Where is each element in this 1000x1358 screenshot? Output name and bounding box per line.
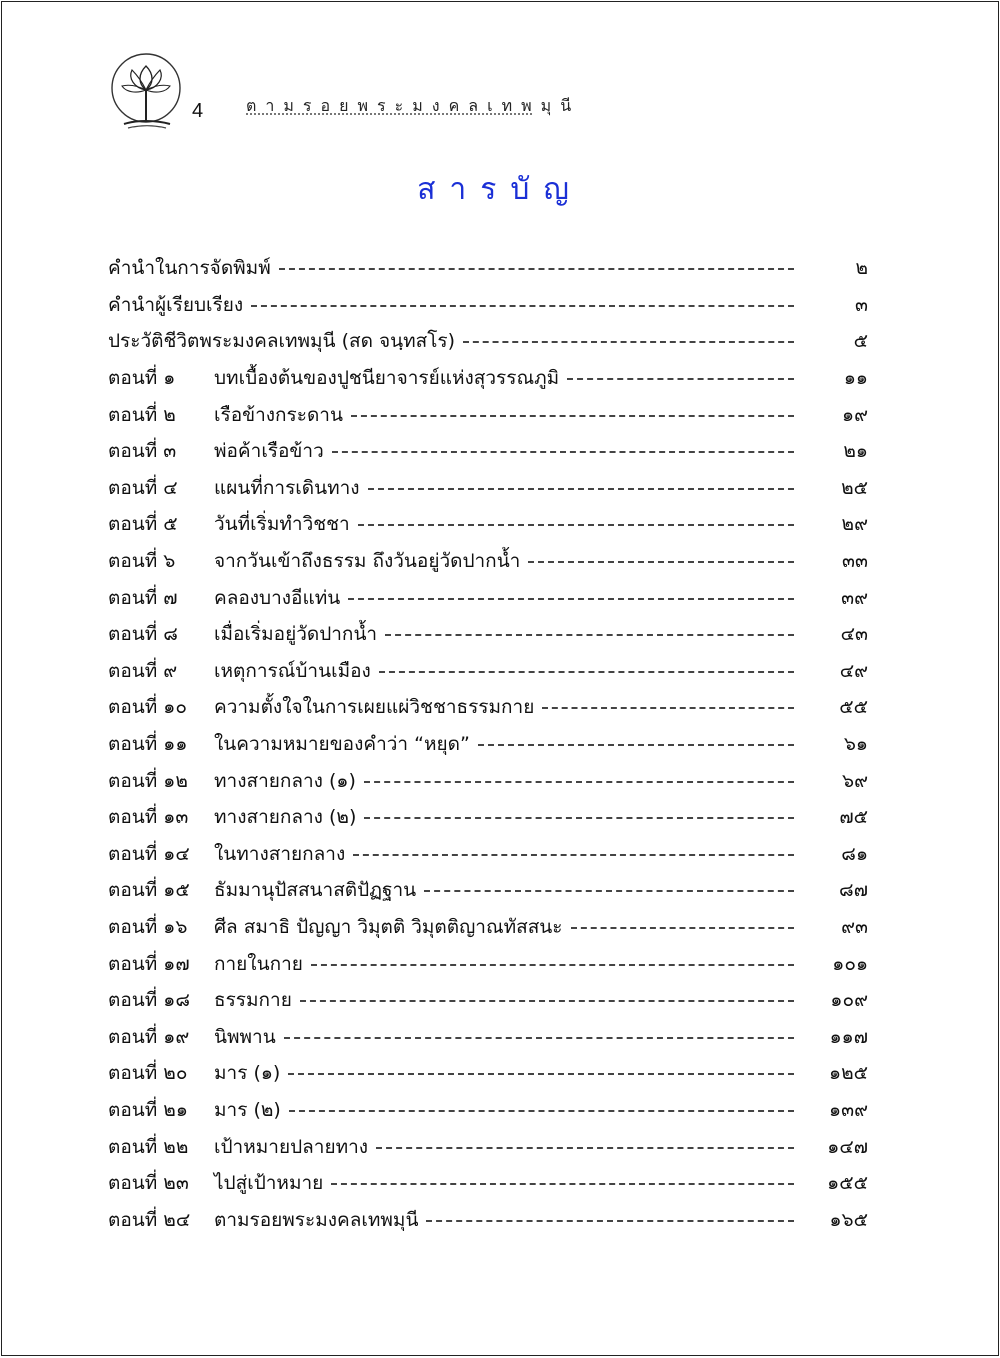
chapter-label: ตอนที่ ๒๒ bbox=[108, 1135, 189, 1158]
dotted-leader bbox=[542, 707, 794, 709]
toc-entry-chapter[interactable] bbox=[108, 872, 868, 909]
toc-entry-chapter[interactable] bbox=[108, 653, 868, 690]
chapter-title: คลองบางอีแท่น bbox=[214, 586, 341, 609]
dotted-leader bbox=[358, 524, 794, 526]
dotted-leader bbox=[528, 561, 794, 563]
toc-entry-chapter[interactable] bbox=[108, 689, 868, 726]
toc-entry-chapter[interactable] bbox=[108, 945, 868, 982]
chapter-label: ตอนที่ ๓ bbox=[108, 440, 177, 463]
chapter-label: ตอนที่ ๑๔ bbox=[108, 842, 190, 865]
chapter-page: ๕๕ bbox=[839, 696, 868, 719]
chapter-label: ตอนที่ ๑๑ bbox=[108, 733, 188, 756]
dotted-leader bbox=[300, 1000, 794, 1002]
toc-entry-chapter[interactable] bbox=[108, 543, 868, 580]
chapter-page: ๒๕ bbox=[841, 476, 868, 499]
chapter-page: ๒๑ bbox=[843, 440, 868, 463]
chapter-title: ในทางสายกลาง bbox=[214, 842, 346, 865]
running-title-underline bbox=[246, 113, 532, 115]
chapter-title: วันที่เริ่มทำวิชชา bbox=[214, 513, 350, 536]
chapter-page: ๓๓ bbox=[842, 550, 868, 573]
chapter-title: มาร (๒) bbox=[214, 1098, 281, 1121]
toc-entry-front-matter[interactable] bbox=[108, 323, 868, 360]
chapter-page: ๑๔๗ bbox=[827, 1135, 868, 1158]
toc-entry-page: ๕ bbox=[853, 330, 868, 353]
chapter-page: ๑๖๕ bbox=[829, 1208, 868, 1231]
chapter-title: ทางสายกลาง (๑) bbox=[214, 769, 356, 792]
toc-entry-chapter[interactable] bbox=[108, 360, 868, 397]
chapter-title: ทางสายกลาง (๒) bbox=[214, 806, 357, 829]
dotted-leader bbox=[376, 1147, 794, 1149]
chapter-page: ๑๐๙ bbox=[830, 989, 868, 1012]
table-of-contents bbox=[108, 250, 868, 1238]
page-number: 4 bbox=[192, 100, 204, 122]
toc-entry-chapter[interactable] bbox=[108, 982, 868, 1019]
lotus-emblem-logo bbox=[104, 48, 196, 140]
toc-heading: สารบัญ bbox=[417, 172, 583, 207]
chapter-title: ธรรมกาย bbox=[214, 989, 292, 1012]
chapter-label: ตอนที่ ๒๐ bbox=[108, 1062, 188, 1085]
toc-entry-chapter[interactable] bbox=[108, 433, 868, 470]
chapter-title: จากวันเข้าถึงธรรม ถึงวันอยู่วัดปากน้ำ bbox=[214, 550, 521, 573]
chapter-page: ๖๙ bbox=[842, 769, 868, 792]
toc-entry-page: ๒ bbox=[855, 257, 868, 280]
chapter-label: ตอนที่ ๒ bbox=[108, 403, 176, 426]
chapter-title: ศีล สมาธิ ปัญญา วิมุตติ วิมุตติญาณทัสสนะ bbox=[214, 915, 563, 938]
dotted-leader bbox=[364, 817, 794, 819]
chapter-page: ๑๕๕ bbox=[827, 1172, 868, 1195]
document-page bbox=[1, 1, 999, 1356]
dotted-leader bbox=[478, 744, 794, 746]
toc-entry-front-matter[interactable] bbox=[108, 250, 868, 287]
dotted-leader bbox=[288, 1073, 794, 1075]
dotted-leader bbox=[311, 964, 794, 966]
chapter-title: มาร (๑) bbox=[214, 1062, 281, 1085]
dotted-leader bbox=[332, 451, 794, 453]
dotted-leader bbox=[385, 634, 794, 636]
chapter-title: ความตั้งใจในการเผยแผ่วิชชาธรรมกาย bbox=[214, 696, 535, 719]
chapter-page: ๑๙ bbox=[842, 403, 868, 426]
toc-entry-title: คำนำในการจัดพิมพ์ bbox=[108, 257, 271, 280]
toc-entry-chapter[interactable] bbox=[108, 1092, 868, 1129]
toc-entry-chapter[interactable] bbox=[108, 396, 868, 433]
dotted-leader bbox=[424, 890, 794, 892]
dotted-leader bbox=[364, 781, 794, 783]
chapter-label: ตอนที่ ๑ bbox=[108, 367, 176, 390]
chapter-page: ๘๗ bbox=[839, 879, 868, 902]
chapter-label: ตอนที่ ๑๒ bbox=[108, 769, 188, 792]
toc-entry-chapter[interactable] bbox=[108, 726, 868, 763]
dotted-leader bbox=[426, 1220, 794, 1222]
chapter-title: ไปสู่เป้าหมาย bbox=[214, 1172, 324, 1195]
toc-entry-title: คำนำผู้เรียบเรียง bbox=[108, 293, 244, 316]
dotted-leader bbox=[251, 305, 794, 307]
dotted-leader bbox=[368, 488, 794, 490]
dotted-leader bbox=[353, 854, 794, 856]
chapter-label: ตอนที่ ๑๙ bbox=[108, 1025, 190, 1048]
dotted-leader bbox=[571, 927, 795, 929]
chapter-label: ตอนที่ ๙ bbox=[108, 659, 178, 682]
toc-entry-chapter[interactable] bbox=[108, 1018, 868, 1055]
chapter-label: ตอนที่ ๗ bbox=[108, 586, 178, 609]
chapter-page: ๑๓๙ bbox=[829, 1098, 868, 1121]
chapter-page: ๑๑๗ bbox=[829, 1025, 868, 1048]
chapter-label: ตอนที่ ๕ bbox=[108, 513, 178, 536]
chapter-page: ๖๑ bbox=[843, 733, 868, 756]
chapter-page: ๔๓ bbox=[840, 623, 868, 646]
dotted-leader bbox=[379, 671, 794, 673]
chapter-page: ๑๑ bbox=[843, 367, 868, 390]
running-title: ตามรอยพระมงคลเทพมุนี bbox=[246, 96, 581, 115]
toc-entry-chapter[interactable] bbox=[108, 579, 868, 616]
toc-entry-chapter[interactable] bbox=[108, 762, 868, 799]
dotted-leader bbox=[348, 598, 794, 600]
chapter-title: กายในกาย bbox=[214, 952, 303, 975]
chapter-page: ๔๙ bbox=[839, 659, 868, 682]
chapter-label: ตอนที่ ๑๐ bbox=[108, 696, 187, 719]
dotted-leader bbox=[284, 1037, 794, 1039]
chapter-page: ๓๙ bbox=[841, 586, 868, 609]
chapter-page: ๑๐๑ bbox=[832, 952, 868, 975]
chapter-title: เป้าหมายปลายทาง bbox=[214, 1135, 369, 1158]
chapter-title: เมื่อเริ่มอยู่วัดปากน้ำ bbox=[214, 623, 378, 646]
toc-entry-chapter[interactable] bbox=[108, 616, 868, 653]
chapter-label: ตอนที่ ๒๓ bbox=[108, 1172, 189, 1195]
chapter-label: ตอนที่ ๘ bbox=[108, 623, 178, 646]
toc-entry-front-matter[interactable] bbox=[108, 287, 868, 324]
toc-entry-chapter[interactable] bbox=[108, 799, 868, 836]
chapter-label: ตอนที่ ๔ bbox=[108, 476, 178, 499]
dotted-leader bbox=[351, 415, 794, 417]
chapter-title: ธัมมานุปัสสนาสติปัฏฐาน bbox=[214, 879, 417, 902]
dotted-leader bbox=[289, 1110, 794, 1112]
chapter-title: เหตุการณ์บ้านเมือง bbox=[214, 659, 371, 682]
dotted-leader bbox=[567, 378, 794, 380]
chapter-label: ตอนที่ ๑๕ bbox=[108, 879, 190, 902]
toc-entry-chapter[interactable] bbox=[108, 1055, 868, 1092]
chapter-title: พ่อค้าเรือข้าว bbox=[214, 440, 324, 463]
chapter-page: ๙๓ bbox=[841, 915, 868, 938]
chapter-page: ๘๑ bbox=[841, 842, 868, 865]
toc-entry-chapter[interactable] bbox=[108, 470, 868, 507]
chapter-page: ๗๕ bbox=[839, 806, 868, 829]
dotted-leader bbox=[279, 268, 794, 270]
chapter-title: เรือข้างกระดาน bbox=[214, 403, 343, 426]
toc-entry-chapter[interactable] bbox=[108, 836, 868, 873]
toc-entry-chapter[interactable] bbox=[108, 506, 868, 543]
dotted-leader bbox=[331, 1183, 794, 1185]
chapter-label: ตอนที่ ๑๘ bbox=[108, 989, 191, 1012]
chapter-label: ตอนที่ ๒๔ bbox=[108, 1208, 191, 1231]
toc-entry-chapter[interactable] bbox=[108, 1201, 868, 1238]
toc-entry-chapter[interactable] bbox=[108, 909, 868, 946]
chapter-title: ในความหมายของคำว่า “หยุด” bbox=[214, 733, 470, 756]
toc-entry-chapter[interactable] bbox=[108, 1165, 868, 1202]
chapter-label: ตอนที่ ๒๑ bbox=[108, 1098, 188, 1121]
toc-entry-page: ๓ bbox=[855, 293, 868, 316]
dotted-leader bbox=[463, 341, 794, 343]
chapter-title: นิพพาน bbox=[214, 1025, 276, 1048]
chapter-title: บทเบื้องต้นของปูชนียาจารย์แห่งสุวรรณภูมิ bbox=[214, 367, 560, 390]
chapter-page: ๒๙ bbox=[841, 513, 868, 536]
toc-entry-chapter[interactable] bbox=[108, 1128, 868, 1165]
toc-entry-title: ประวัติชีวิตพระมงคลเทพมุนี (สด จนฺทสโร) bbox=[108, 330, 456, 353]
chapter-title: แผนที่การเดินทาง bbox=[214, 476, 360, 499]
chapter-page: ๑๒๕ bbox=[829, 1062, 868, 1085]
chapter-label: ตอนที่ ๑๖ bbox=[108, 915, 188, 938]
chapter-title: ตามรอยพระมงคลเทพมุนี bbox=[214, 1208, 419, 1231]
chapter-label: ตอนที่ ๖ bbox=[108, 550, 176, 573]
chapter-label: ตอนที่ ๑๗ bbox=[108, 952, 190, 975]
chapter-label: ตอนที่ ๑๓ bbox=[108, 806, 189, 829]
